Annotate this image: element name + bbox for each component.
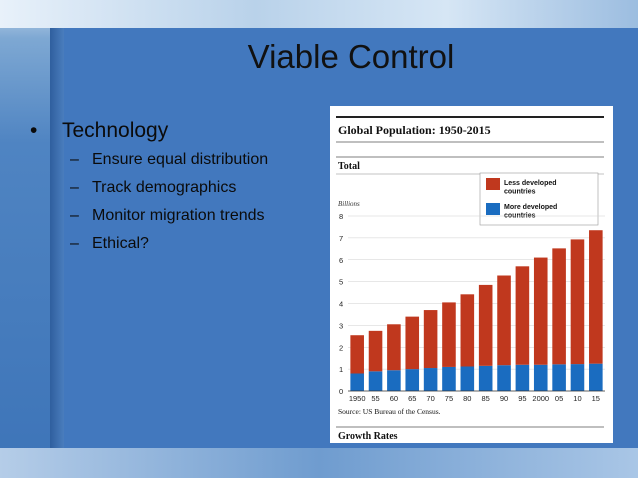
dash-icon: – [70, 179, 79, 196]
bar-more-developed-2000 [534, 365, 548, 391]
x-tick-label: 1950 [348, 394, 366, 403]
sub-bullet-text: Track demographics [92, 179, 237, 196]
bar-more-developed-80 [461, 367, 475, 392]
chart-footer-label: Growth Rates [338, 431, 398, 442]
sub-bullet-item [30, 146, 330, 174]
x-tick-label: 65 [408, 394, 417, 403]
bar-less-developed-90 [497, 276, 511, 366]
bar-less-developed-55 [369, 331, 383, 371]
sub-bullet-text: Ensure equal distribution [92, 151, 269, 168]
bar-more-developed-95 [516, 365, 530, 391]
population-chart [330, 106, 613, 443]
x-tick-label: 55 [371, 394, 380, 403]
x-tick-label: 15 [591, 394, 600, 403]
x-tick-label: 10 [573, 394, 582, 403]
bar-less-developed-95 [516, 266, 530, 364]
bar-less-developed-60 [387, 324, 401, 370]
dash-icon: – [70, 235, 79, 252]
bar-more-developed-10 [571, 364, 585, 391]
bar-less-developed-65 [405, 317, 419, 370]
chart-section-label: Total [338, 161, 360, 172]
bar-more-developed-55 [369, 371, 383, 391]
dash-icon: – [70, 151, 79, 168]
y-tick-label: 5 [339, 277, 344, 287]
sub-bullet-item [30, 202, 330, 230]
x-tick-label: 95 [518, 394, 527, 403]
chart-y-axis-label: Billions [338, 200, 360, 208]
bar-more-developed-60 [387, 370, 401, 391]
x-tick-label: 05 [554, 394, 564, 403]
bar-more-developed-90 [497, 365, 511, 391]
bar-more-developed-85 [479, 366, 493, 391]
sub-bullet-item [30, 174, 330, 202]
legend-swatch-more-developed [486, 203, 500, 215]
sub-bullet-text: Monitor migration trends [92, 207, 265, 224]
bar-more-developed-15 [589, 364, 603, 391]
sub-bullet-text: Ethical? [92, 235, 149, 252]
bar-more-developed-70 [424, 368, 438, 391]
bar-less-developed-1950 [350, 335, 364, 373]
chart-legend [480, 173, 598, 225]
x-tick-label: 90 [499, 394, 509, 403]
bar-less-developed-75 [442, 302, 456, 367]
y-tick-label: 2 [339, 343, 344, 353]
y-tick-label: 7 [339, 233, 344, 243]
slide-title: Viable Control [247, 38, 455, 75]
x-tick-label: 60 [389, 394, 399, 403]
y-tick-label: 1 [339, 365, 344, 375]
bullet-dot-icon: • [30, 119, 38, 142]
legend-label-less-developed: Less developed countries [504, 180, 557, 196]
y-tick-label: 6 [339, 255, 344, 265]
bullet-item [30, 116, 330, 146]
bar-less-developed-15 [589, 230, 603, 363]
bar-more-developed-1950 [350, 374, 364, 392]
y-tick-label: 8 [339, 212, 344, 221]
x-tick-label: 85 [481, 394, 490, 403]
chart-title: Global Population: 1950-2015 [338, 123, 491, 137]
bar-more-developed-65 [405, 369, 419, 391]
x-tick-label: 75 [444, 394, 454, 403]
x-tick-label: 80 [463, 394, 472, 403]
slide-bottom-band [0, 448, 638, 478]
x-tick-label: 2000 [532, 394, 550, 403]
legend-swatch-less-developed [486, 178, 500, 190]
population-chart-figure [330, 106, 613, 443]
bar-more-developed-05 [552, 364, 566, 391]
y-tick-label: 0 [339, 387, 344, 396]
bullet-text: Technology [62, 119, 169, 142]
bar-less-developed-70 [424, 310, 438, 368]
bar-more-developed-75 [442, 367, 456, 391]
bar-less-developed-85 [479, 285, 493, 366]
bar-less-developed-05 [552, 248, 566, 364]
bar-less-developed-10 [571, 239, 585, 364]
y-tick-label: 3 [339, 321, 344, 331]
chart-source-note: Source: US Bureau of the Census. [338, 407, 441, 416]
dash-icon: – [70, 207, 79, 224]
sub-bullet-item [30, 230, 330, 258]
bar-less-developed-80 [461, 294, 475, 366]
bar-less-developed-2000 [534, 258, 548, 365]
y-tick-label: 4 [339, 299, 344, 309]
x-tick-label: 70 [426, 394, 435, 403]
bullet-list [30, 116, 330, 258]
slide-top-band [0, 0, 638, 28]
legend-label-more-developed: More developed countries [504, 204, 558, 220]
